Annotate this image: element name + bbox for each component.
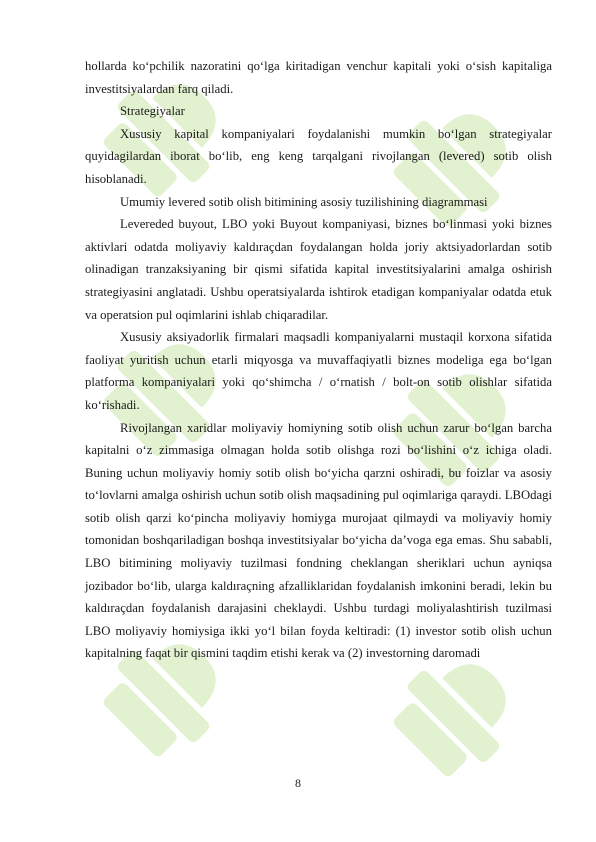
diagram-caption: Umumiy levered sotib olish bitimining asosiy tuzilishining diagrammasi (120, 194, 488, 209)
section-heading: Strategiyalar (120, 104, 185, 119)
paragraph: Rivojlangan xaridlar moliyaviy homiyning sotib olish uchun zarur bo‘lgan barcha kapitalni o‘z zimmasiga olmagan holda sotib olishga rozi bo‘lishini o‘z ichiga oladi. Buning uchun moliyaviy homiy sotib olish bo‘yicha qarzni oshiradi, bu foizlar va asosiy to‘lovlarni amalga oshirish uchun sotib olish maqsadining pul oqimlariga qaraydi. LBOdagi sotib olish qarzi ko‘pincha moliyaviy homiyga murojaat qilmaydi va moliyaviy homiy tomonidan boshqariladigan boshqa investitsiyalar bo‘yicha da’voga ega emas. Shu sababli, LBO bitimining moliyaviy tuzilmasi fondning cheklangan sheriklari uchun ayniqsa jozibador bo‘lib, ularga kaldıraçning afzalliklaridan foydalanish imkonini beradi, lekin bu kaldıraçdan foydalanish darajasini cheklaydi. Ushbu turdagi moliyalashtirish tuzilmasi LBO moliyaviy homiysiga ikki yo‘l bilan foyda keltiradi: (1) investor sotib olish uchun kapitalning faqat bir qismini taqdim etishi kerak va (2) investorning daromadi (85, 420, 552, 661)
paragraph: hollarda ko‘pchilik nazoratini qo‘lga kiritadigan venchur kapitali yoki o‘sish kapitaliga investitsiyalardan farq qiladi. (85, 59, 552, 96)
body-text (85, 55, 552, 665)
paragraph: Xususiy aksiyadorlik firmalari maqsadli kompaniyalarni mustaqil korxona sifatida faoliyat yuritish uchun etarli miqyosga va muvaffaqiyatli biznes modeliga ega bo‘lgan platforma kompaniyalari yoki qo‘shimcha / o‘rnatish / bolt-on sotib olishlar sifatida ko‘rishadi. (85, 330, 552, 412)
page-number: 8 (295, 776, 301, 790)
paragraph: Xususiy kapital kompaniyalari foydalanishi mumkin bo‘lgan strategiyalar quyidagilardan iborat bo‘lib, eng keng tarqalgani rivojlangan (levered) sotib olish hisoblanadi. (85, 126, 552, 186)
paragraph: Levereded buyout, LBO yoki Buyout kompaniyasi, biznes bo‘linmasi yoki biznes aktivlari odatda moliyaviy kaldıraçdan foydalangan holda joriy aktsiyadorlardan sotib olinadigan tranzaksiyaning bir qismi sifatida kapital investitsiyalarini amalga oshirish strategiyasini anglatadi. Ushbu operatsiyalarda ishtirok etadigan kompaniyalar odatda etuk va operatsion pul oqimlarini ishlab chiqaradilar. (85, 217, 552, 322)
